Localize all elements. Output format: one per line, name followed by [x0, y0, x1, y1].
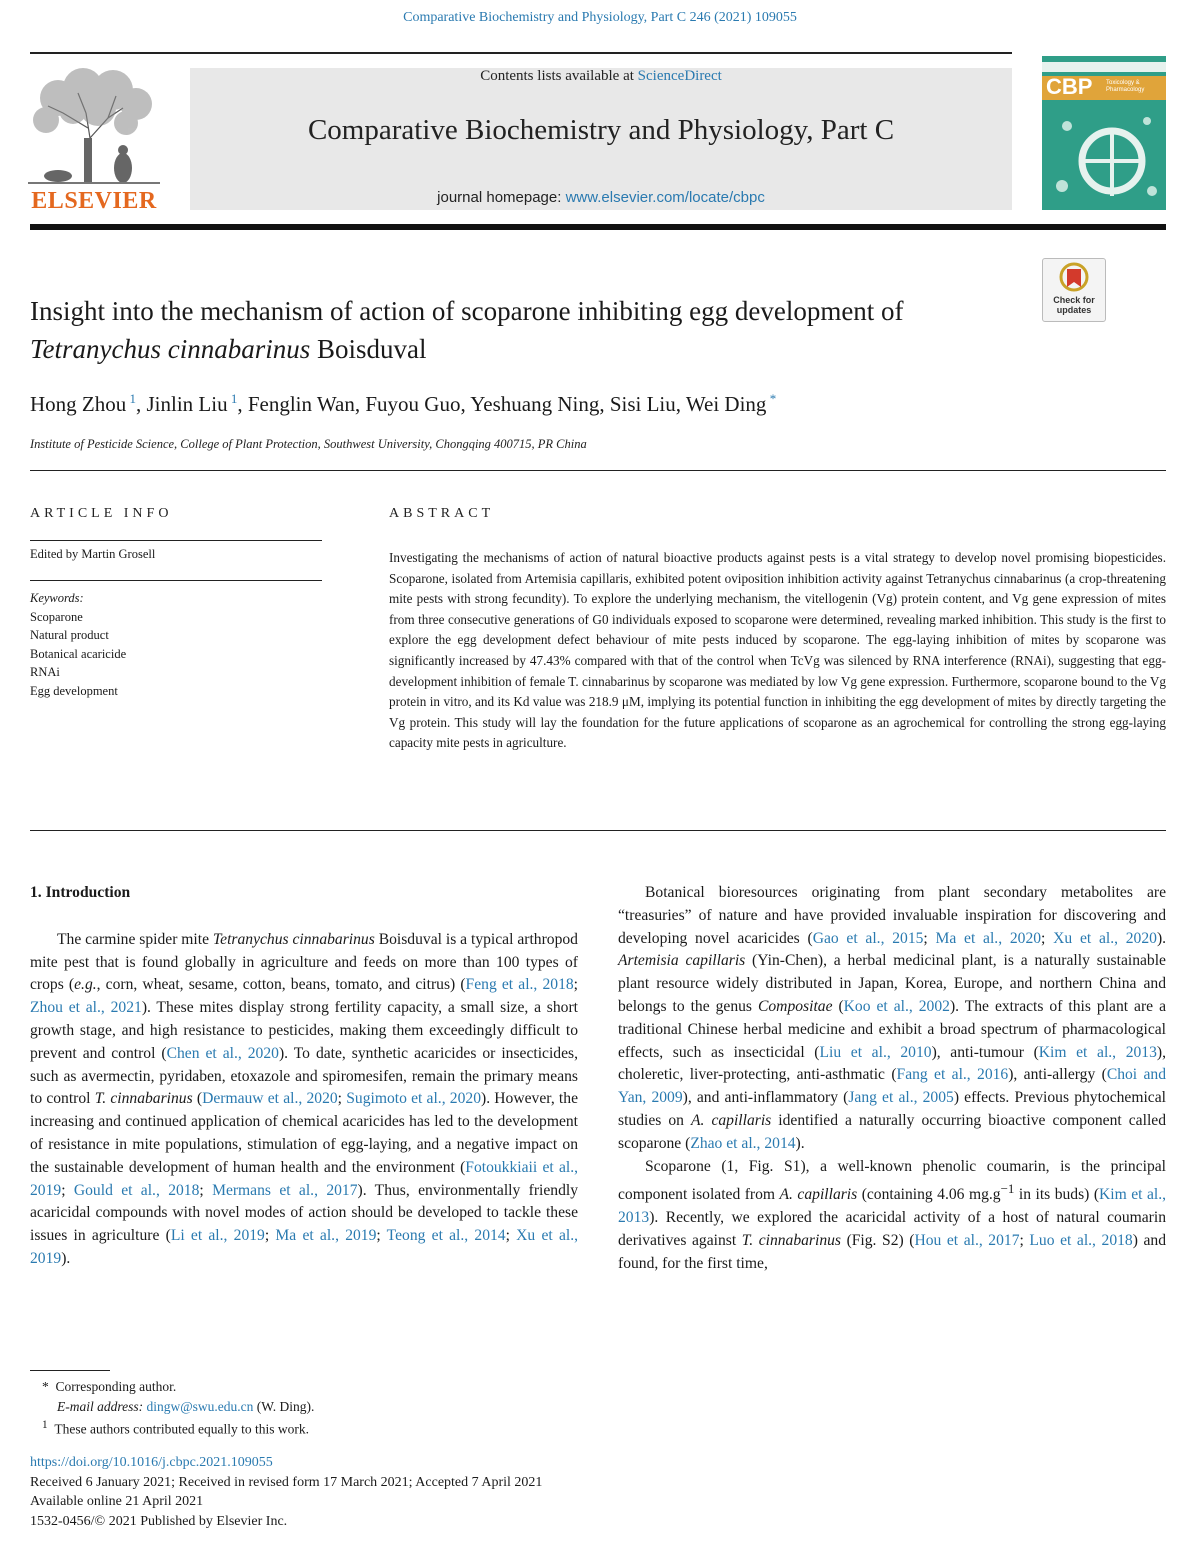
footnotes: [30, 1377, 314, 1439]
title-part2: Boisduval: [310, 334, 427, 364]
author-mark[interactable]: *: [766, 391, 777, 406]
text-run: ), and anti-inflammatory (: [682, 1089, 849, 1107]
equal-mark: 1: [42, 1419, 48, 1431]
italic-text: T. cinnabarinus: [741, 1232, 841, 1250]
journal-cover-image[interactable]: [1042, 56, 1166, 210]
equal-contribution: These authors contributed equally to this work.: [54, 1421, 309, 1437]
right-column: [618, 882, 1166, 1276]
citation-link[interactable]: Feng et al., 2018: [465, 976, 574, 994]
keywords-label: Keywords:: [30, 591, 84, 605]
article-meta: [30, 1453, 542, 1531]
italic-text: e.g.: [74, 976, 97, 994]
text-run: ), anti-allergy (: [1008, 1066, 1107, 1084]
keywords-rule: [30, 580, 322, 581]
author-name[interactable]: Fenglin Wan: [247, 392, 355, 416]
citation-link[interactable]: Mermans et al., 2017: [212, 1181, 358, 1199]
intro-paragraph-1: [30, 929, 578, 1271]
affiliation: Institute of Pesticide Science, College of Plant Protection, Southwest University, Chongqing 400715, PR China: [30, 437, 587, 451]
journal-banner: [190, 68, 1012, 210]
citation-link[interactable]: Gao et al., 2015: [812, 929, 924, 947]
citation-link[interactable]: Chen et al., 2020: [166, 1044, 279, 1062]
citation-link[interactable]: Zhou et al., 2021: [30, 999, 142, 1017]
text-run: ). The extracts of this plant are a traditional Chinese herbal medicine and exhibit a broad spectrum of pharmacological effects, such as insecticidal (: [618, 997, 1166, 1061]
text-run: ;: [376, 1227, 387, 1245]
received-dates: Received 6 January 2021; Received in revised form 17 March 2021; Accepted 7 April 2021: [30, 1474, 543, 1490]
keyword: Botanical acaricide: [30, 646, 127, 661]
citation-link[interactable]: Li et al., 2019: [170, 1227, 265, 1245]
citation-link[interactable]: Fotoukkiaii et al., 2019: [30, 1158, 579, 1199]
text-run: identified a naturally occurring bioactive component called scoparone (: [618, 1111, 1166, 1152]
text-run: ). These mites display strong fertility capacity, a small size, a short growth stage, and high resistance to pesticides, making them exceedingly difficult to prevent and control (: [30, 999, 578, 1062]
header-bottom-rule: [30, 224, 1166, 230]
italic-text: A. capillaris: [779, 1186, 858, 1204]
citation-link[interactable]: Kim et al., 2013: [1038, 1043, 1157, 1061]
text-run: ;: [1041, 929, 1054, 947]
text-run: ). Recently, we explored the acaricidal activity of a host of natural coumarin derivatives against: [618, 1209, 1166, 1250]
author-name[interactable]: Fuyou Guo: [365, 392, 461, 416]
citation-link[interactable]: Teong et al., 2014: [386, 1227, 506, 1245]
citation-link[interactable]: Choi and Yan, 2009: [618, 1066, 1167, 1107]
author-name[interactable]: Sisi Liu: [609, 392, 676, 416]
italic-text: Compositae: [757, 997, 833, 1015]
text-run: ), choleretic, liver-protecting, anti-asthmatic (: [618, 1043, 1166, 1084]
text-run: ). To date, synthetic acaricides or insecticides, such as avermectin, pyridaben, etoxazole and spiromesifen, remain the primary means to control: [30, 1044, 578, 1108]
bookmark-ribbon-icon: [1043, 259, 1105, 295]
text-run: ).: [795, 1134, 805, 1152]
email-suffix: (W. Ding).: [253, 1398, 315, 1414]
text-run: ;: [573, 976, 579, 994]
text-run: The carmine spider mite: [57, 930, 213, 948]
text-run: ;: [337, 1090, 347, 1108]
abstract-heading: ABSTRACT: [389, 506, 495, 521]
abstract-text: Investigating the mechanisms of action of natural bioactive products against pests is a vital strategy to develop novel promising biopesticides. Scoparone, isolated from Artemisia capillaris, exhibited potent oviposition inhibition activity against Tetranychus cinnabarinus (a crop-threatening mite pests with strong fecundity). To explore the underlying mechanism, the vitellogenin (Vg) protein content, and Vg gene expression of mites from three consecutive generations of G0 individuals exposed to scoparone were determined, revealing marked inhibition. This study is the first to explore the egg development defect behaviour of mite pests induced by scoparone. The egg-laying inhibition of mites by scoparone was significantly increased by 47.43% compared with that of the control when TcVg was silenced by RNA interference (RNAi), suggesting that egg-development inhibition of female T. cinnabarinus by scoparone was mediated by low Vg gene expression. Furthermore, scoparone bound to the Vg protein in vitro, and its Kd value was 218.9 μM, implying its potential function in inhibiting the egg development of mites by directly targeting the Vg protein. This study will lay the foundation for the future applications of scoparone as an agrochemical for controlling the strong egg-laying capacity mite pests in agriculture.: [389, 550, 1166, 751]
text-run: ) and found, for the first time,: [618, 1232, 1166, 1272]
text-run: ;: [505, 1227, 517, 1245]
article-title: [30, 292, 990, 368]
keyword: Egg development: [30, 683, 118, 698]
corresponding-author: Corresponding author.: [55, 1379, 177, 1394]
author-name[interactable]: Jinlin Liu: [146, 392, 228, 416]
text-run: ;: [199, 1181, 213, 1199]
article-info-rule: [30, 540, 322, 541]
author-mark[interactable]: 1: [126, 391, 136, 406]
intro-paragraph-2: [618, 882, 1166, 1156]
text-run: ).: [1156, 929, 1167, 947]
edited-by: Edited by Martin Grosell: [30, 547, 156, 561]
author-name[interactable]: Yeshuang Ning: [470, 392, 600, 416]
author-name[interactable]: Wei Ding: [685, 392, 767, 416]
text-run: ), anti-tumour (: [931, 1043, 1039, 1061]
corresponding-mark: *: [42, 1379, 49, 1394]
intro-heading: 1. Introduction: [30, 884, 131, 901]
email-link[interactable]: dingw@swu.edu.cn: [146, 1398, 254, 1414]
contents-prefix: Contents lists available at: [480, 68, 638, 84]
email-label: E-mail address:: [57, 1398, 144, 1414]
text-run: (Yin-Chen), a herbal medicinal plant, is a naturally sustainable plant resource widely distributed in Japan, Korea, Europe, and northern China and belongs to the genus: [618, 952, 1166, 1015]
citation-link[interactable]: Gould et al., 2018: [73, 1181, 200, 1199]
left-column: [30, 882, 578, 1271]
text-run: ;: [61, 1181, 74, 1199]
text-run: Scoparone (1, Fig. S1), a well-known phenolic coumarin, is the principal component isolated from: [618, 1157, 1166, 1204]
citation-link[interactable]: Kim et al., 2013: [618, 1186, 1167, 1227]
citation-link[interactable]: Xu et al., 2019: [30, 1227, 578, 1267]
abstract-bottom-rule: [30, 830, 1166, 831]
doi-link[interactable]: https://doi.org/10.1016/j.cbpc.2021.109055: [30, 1455, 273, 1470]
keyword: RNAi: [30, 665, 60, 679]
text-run: ;: [264, 1227, 276, 1245]
italic-text: T. cinnabarinus: [94, 1090, 193, 1108]
author-list: Hong Zhou $^1$, Jinlin Liu $^1$, Fenglin Wan, Fuyou Guo, Yeshuang Ning, Sisi Liu, Wei Ding *: [30, 391, 777, 416]
text-run: ).: [61, 1249, 71, 1267]
intro-paragraph-3: [618, 1156, 1166, 1276]
citation-link[interactable]: Dermauw et al., 2020: [202, 1090, 338, 1108]
text-run: (containing 4.06 mg.g: [857, 1186, 1001, 1204]
footnote-rule: [30, 1370, 110, 1371]
text-run: ;: [1019, 1232, 1030, 1250]
available-online: Available online 21 April 2021: [30, 1494, 204, 1509]
text-run: ;: [923, 929, 936, 947]
homepage-link[interactable]: www.elsevier.com/locate/cbpc: [565, 189, 765, 206]
text-run: , corn, wheat, sesame, cotton, beans, tomato, and citrus) (: [96, 976, 466, 994]
citation-link[interactable]: Ma et al., 2020: [935, 929, 1042, 947]
contents-line: [190, 68, 1012, 85]
text-run: (Fig. S2) (: [841, 1232, 915, 1250]
cover-abbrev: CBP: [1046, 74, 1093, 99]
sciencedirect-link[interactable]: ScienceDirect: [637, 68, 722, 84]
author-name[interactable]: Hong Zhou: [30, 392, 127, 416]
citation-link[interactable]: Zhao et al., 2014: [690, 1134, 796, 1152]
header-rule: [30, 52, 1012, 54]
citation-link[interactable]: Liu et al., 2010: [819, 1043, 932, 1061]
text-run: (: [832, 997, 844, 1015]
text-run: ). Thus, environmentally friendly acaricidal compounds with novel modes of action should be developed to tackle these issues in agriculture (: [30, 1181, 579, 1245]
keywords-block: [30, 589, 126, 700]
citation-link[interactable]: Luo et al., 2018: [1029, 1232, 1133, 1250]
homepage-prefix: journal homepage:: [437, 189, 566, 206]
copyright: 1532-0456/© 2021 Published by Elsevier Inc.: [30, 1513, 288, 1529]
title-part1: Insight into the mechanism of action of scoparone inhibiting egg development of: [30, 296, 904, 326]
text-run: ) effects. Previous phytochemical studies on: [618, 1089, 1166, 1129]
text-run: ). However, the increasing and continued application of chemical acaricides has led to the development of resistance in mite populations, stimulation of egg-laying, and a negative impact on the sustainable development of human health and the environment (: [30, 1090, 578, 1176]
citation-link[interactable]: Koo et al., 2002: [843, 997, 950, 1015]
running-head[interactable]: Comparative Biochemistry and Physiology, Part C 246 (2021) 109055: [403, 10, 797, 25]
article-info-heading: ARTICLE INFO: [30, 506, 173, 521]
citation-link[interactable]: Ma et al., 2019: [275, 1227, 377, 1245]
citation-link[interactable]: Xu et al., 2020: [1053, 929, 1157, 947]
check-updates-line1: Check for: [1053, 295, 1095, 305]
check-for-updates-button[interactable]: [1042, 258, 1106, 322]
publisher-name: ELSEVIER: [31, 188, 157, 214]
section-rule: [30, 470, 1166, 471]
citation-link[interactable]: Hou et al., 2017: [914, 1232, 1020, 1250]
author-mark[interactable]: 1: [227, 391, 238, 406]
citation-link[interactable]: Sugimoto et al., 2020: [346, 1090, 481, 1108]
italic-text: Artemisia capillaris: [618, 952, 746, 970]
italic-text: Tetranychus cinnabarinus: [212, 930, 375, 948]
keyword: Scoparone: [30, 609, 83, 624]
superscript: −1: [1000, 1181, 1015, 1197]
title-species: Tetranychus cinnabarinus: [30, 334, 311, 364]
text-run: in its buds) (: [1014, 1186, 1100, 1204]
check-updates-line2: updates: [1056, 305, 1092, 315]
citation-link[interactable]: Fang et al., 2016: [896, 1066, 1009, 1084]
journal-title: Comparative Biochemistry and Physiology, Part C: [307, 114, 895, 146]
text-run: (: [192, 1090, 203, 1108]
italic-text: A. capillaris: [690, 1111, 772, 1129]
text-run: Botanical bioresources originating from plant secondary metabolites are “treasuries” of nature and have provided invaluable inspiration for discovering and developing novel acaricides (: [618, 884, 1166, 947]
text-run: Boisduval is a typical arthropod mite pest that is found globally in agriculture and feeds on more than 100 types of crops (: [30, 930, 578, 994]
homepage-line: [190, 189, 1012, 206]
citation-link[interactable]: Jang et al., 2005: [848, 1089, 954, 1107]
cover-tag: Toxicology & Pharmacology: [1106, 80, 1145, 93]
keyword: Natural product: [30, 628, 109, 642]
